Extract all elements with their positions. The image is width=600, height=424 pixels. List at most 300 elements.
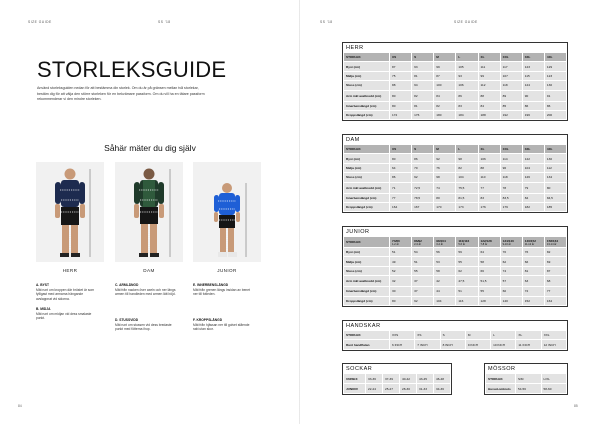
junior-age: 7-8 år [480,242,488,246]
dam-col-header: STORLEK [344,145,390,154]
herr-col-header: XL [478,53,500,62]
measure-c-text: Mät från nacken över axeln och ner längs armen till handleden med armen lätt böjd. [115,287,176,296]
dam-panel [342,134,568,213]
cell: 34-36 [434,384,451,394]
mossor-title: MÖSSOR [488,366,516,372]
junior-age: 1-2 år [392,242,399,246]
handskar-col-header: L [491,331,516,340]
cell: 66 [522,257,544,266]
dam-col-header: L [456,145,478,154]
cell: 106 [478,154,500,163]
measure-b-title: B. MIDJA [36,307,51,311]
cell: 200 [544,110,566,119]
cell: 90 [522,90,544,101]
measure-d [115,318,177,332]
junior-age: 13-14 år [546,242,557,246]
cell: 80 [390,90,412,101]
cell: 176 [412,110,434,119]
cell: 91 [544,90,566,101]
measure-e-title: E. INNERBENSLÄNGD [193,283,229,287]
cell: 88 [478,163,500,172]
cell: 104 [522,163,544,172]
table-row [344,81,567,90]
row-label: Byst (cm) [344,62,390,71]
cell: 11 INCH [516,340,541,349]
cell: 51 [390,248,412,257]
cell: 184 [456,110,478,119]
junior-size: STORLEK [346,240,361,244]
cell: 81 [412,101,434,110]
cell: 167 [412,202,434,211]
handskar-col-header: XXL [541,331,566,340]
cell: 92 [412,296,434,305]
measure-c [115,283,177,297]
cell: 89 [500,90,522,101]
cell: 170 [434,202,456,211]
cell: 140 [500,296,522,305]
junior-col-header [344,237,390,248]
cell: 55 [456,257,478,266]
sockar-col-header: 46-48 [434,374,451,384]
row-label: Midja (cm) [344,257,390,266]
sockar-table [343,373,451,394]
row-label: Kroppslängd (cm) [344,110,390,119]
cell: 104 [434,296,456,305]
row-label: Arm inkl axelbredd (cm) [344,182,390,193]
cell: 118 [500,81,522,90]
row-label: Byst (cm) [344,154,390,163]
cell: 58 [434,266,456,275]
right-page [300,0,600,424]
row-label: Byst (cm) [344,248,390,257]
cell: 54-56 [516,384,542,394]
junior-age: 5-6 år [458,242,466,246]
cell: 86 [456,90,478,101]
junior-size: 110/116 [458,238,470,243]
cell: 80 [390,296,412,305]
measure-a-title: A. BYST [36,283,50,287]
cell: 78,5 [412,193,434,202]
cell: 84 [434,90,456,101]
cell: 60 [500,287,522,296]
table-row [344,182,567,193]
cell: 37 [412,276,434,287]
junior-col-header [522,237,544,248]
cell: 134 [544,173,566,182]
table-row [344,163,567,172]
cell: 81 [412,71,434,80]
cell: 126 [522,173,544,182]
measure-a [36,283,98,301]
herr-shirt [61,180,79,207]
cell: 83 [478,193,500,202]
cell: 188 [478,110,500,119]
sockar-panel [342,363,452,395]
junior-size: 98/104 [436,238,446,243]
cell: 59 [456,248,478,257]
junior-title: JUNIOR [346,229,370,235]
herr-col-header: 3XL [522,53,544,62]
cell: 55 [478,287,500,296]
cell: 54 [412,248,434,257]
junior-col-header [544,237,566,248]
table-row [344,71,567,80]
cell: 9 INCH [465,340,490,349]
cell: 100 [434,81,456,90]
table-row [344,384,451,394]
cell: 49 [390,257,412,266]
table-row [344,276,567,287]
cell: 173 [456,202,478,211]
cell: 106 [456,81,478,90]
cell: 51,5 [478,276,500,287]
cell: 32 [390,276,412,287]
dam-table [343,144,567,212]
junior-size: 146/152 [524,238,536,243]
sockar-col-header: 37-39 [383,374,400,384]
junior-col-header [456,237,478,248]
mossor-panel [484,363,568,395]
junior-age: 11-12 år [524,242,535,246]
junior-age: 9-10 år [502,242,511,246]
dam-col-header: XS [390,145,412,154]
row-label: Innerbenslängd (cm) [344,101,390,110]
sockar-col-header: 43-45 [417,374,434,384]
cell: 6 INCH [390,340,415,349]
herr-col-header: M [434,53,456,62]
cell: 80 [390,154,412,163]
table-row [344,193,567,202]
cell: 62 [500,257,522,266]
cell: 124 [522,81,544,90]
cell: 8 INCH [440,340,465,349]
right-header-guide: SIZE GUIDE [454,20,478,24]
row-label: Arm inkl axelbredd (cm) [344,276,390,287]
page-title: STORLEKSGUIDE [37,57,227,82]
measure-e [193,283,255,297]
handskar-title: HANDSKAR [346,323,381,329]
row-label: Innerbenslängd (cm) [344,193,390,202]
cell: 196 [522,110,544,119]
cell: 47,5 [456,276,478,287]
handskar-col-header: S [440,331,465,340]
cell: 22-24 [366,384,383,394]
cell: 7 INCH [415,340,440,349]
table-row [344,266,567,275]
cell: 86 [522,101,544,110]
cell: 87 [390,62,412,71]
cell: 30 [390,287,412,296]
cell: 84 [522,193,544,202]
cell: 112 [478,81,500,90]
cell: 99 [434,62,456,71]
cell: 98 [434,173,456,182]
junior-table [343,236,567,306]
cell: 82 [434,101,456,110]
right-page-number: 85 [574,404,578,408]
measure-e-text: Mät från grenen längs insidan av benet ner till fotleden. [193,287,251,296]
cell: 107 [500,71,522,80]
cell: 72,5 [412,182,434,193]
cell: 78 [500,182,522,193]
dam-col-header: S [412,145,434,154]
cell: 86 [544,101,566,110]
cell: 74 [434,182,456,193]
herr-header-row [344,53,567,62]
cell: 123 [522,62,544,71]
junior-size: 134/140 [502,238,514,243]
photo-junior [193,162,261,262]
junior-age: 2-3 år [414,242,421,246]
sockar-col-header: UNISEX [344,374,366,384]
dam-figure [115,162,183,262]
herr-title: HERR [346,45,364,51]
cell: 93 [456,71,478,80]
cell: 75 [390,71,412,80]
cell: 98 [456,154,478,163]
cell: 56 [434,248,456,257]
cell: 88 [478,90,500,101]
cell: 114 [500,154,522,163]
caption-herr: HERR [62,268,78,273]
caption-junior: JUNIOR [217,268,237,273]
cell: 105 [456,62,478,71]
cell: 37 [412,287,434,296]
cell: 64 [478,248,500,257]
row-label: Midja (cm) [344,163,390,172]
table-row [344,257,567,266]
junior-size: 158/164 [546,238,559,243]
cell: 80 [434,193,456,202]
junior-col-header [500,237,522,248]
dam-col-header: XL [478,145,500,154]
cell: 86 [412,154,434,163]
cell: 12 INCH [541,340,566,349]
cell: 84,5 [544,193,566,202]
sockar-col-header: 40-42 [400,374,417,384]
table-row [344,173,567,182]
cell: 176 [478,202,500,211]
cell: 79 [522,182,544,193]
herr-col-header: XXL [500,53,522,62]
row-label: Kroppslängd (cm) [344,296,390,305]
cell: 75,5 [456,182,478,193]
table-row [344,110,567,119]
cell: 42 [434,276,456,287]
cell: 111 [478,62,500,71]
measure-d-title: D. STUSSVIDD [115,318,139,322]
cell: 172 [390,110,412,119]
dam-col-header: XXL [500,145,522,154]
cell: 179 [500,202,522,211]
herr-col-header: S [412,53,434,62]
cell: 93 [412,62,434,71]
cell: 182 [522,202,544,211]
cell: 76 [522,248,544,257]
cell: 99 [478,71,500,80]
cell: 77 [390,193,412,202]
junior-col-header [478,237,500,248]
cell: 66 [478,266,500,275]
row-label: Midja (cm) [344,71,390,80]
table-row [344,202,567,211]
cell: 130 [544,81,566,90]
left-header-season: SS '18 [158,20,171,24]
row-label: Stuss (cm) [344,173,390,182]
row-label: Innerbenslängd (cm) [344,287,390,296]
cell: 51 [412,257,434,266]
cell: 80 [390,101,412,110]
junior-panel [342,226,568,307]
cell: 52 [390,266,412,275]
herr-col-header: STORLEK [344,53,390,62]
photo-herr [36,162,104,262]
handskar-header-row [344,331,567,340]
junior-size: 74/80 [392,238,400,243]
cell: 84 [478,101,500,110]
row-label: Stuss (cm) [344,266,390,275]
intro-text: Använd storleksguiden nedan för att bestämma din storlek. Om du är på gränsen mellan två storlekar, bestäm dig för att välja den större storleken för en bekvämare passform. Om du vill ha en tätare passform rekommenderar vi den mindre storleken. [37,86,205,102]
cell: 118 [500,173,522,182]
cell: 87 [544,266,566,275]
cell: 58 [478,257,500,266]
row-label: Stuss (cm) [344,81,390,90]
herr-table [343,52,567,120]
cell: 92 [434,154,456,163]
junior-age: 3-4 år [436,242,444,246]
cell: 96 [500,163,522,172]
photo-dam [115,162,183,262]
cell: 44 [434,287,456,296]
cell: 112 [544,163,566,172]
measure-f [193,318,255,332]
handskar-col-header: XL [516,331,541,340]
cell: 85 [500,101,522,110]
cell: 31-33 [417,384,434,394]
cell: 129 [544,62,566,71]
cell: 71 [390,182,412,193]
herr-figure [36,162,104,262]
cell: 123 [544,71,566,80]
cell: 77 [478,182,500,193]
measure-d-text: Mät runt om stussen vid dess bredaste punkt med fötterna ihop. [115,322,172,331]
cell: 70 [412,163,434,172]
herr-col-header: L [456,53,478,62]
cell: 88 [390,81,412,90]
cell: 70 [500,248,522,257]
herr-panel [342,42,568,121]
row-label: Arm inkl axelbredd (cm) [344,90,390,101]
cell: 58-60 [541,384,567,394]
dam-col-header: M [434,145,456,154]
table-row [344,287,567,296]
cell: 81 [522,266,544,275]
row-label: Kroppslängd (cm) [344,202,390,211]
cell: 164 [390,202,412,211]
right-header-season: SS '18 [320,20,333,24]
herr-col-header: 4XL [544,53,566,62]
handskar-col-header: XS [415,331,440,340]
left-header-guide: SIZE GUIDE [28,20,52,24]
junior-size: 86/92 [414,238,422,243]
table-row [486,384,567,394]
measure-a-text: Mät runt om kroppen där bröstet är som fylligast med armarna hängande avslappnat vid sidorna. [36,287,95,301]
cell: 82 [412,90,434,101]
cell: 115 [522,71,544,80]
sockar-title: SOCKAR [346,366,373,372]
measure-c-title: C. ARMLÄNGD [115,283,139,287]
row-label: Huvud-omkrets [486,384,516,394]
cell: 57 [500,276,522,287]
cell: 80 [544,182,566,193]
table-row [344,62,567,71]
mossor-col-header: STORLEK [486,374,516,384]
handskar-col-header: XXS [390,331,415,340]
row-label: Runt handflatan [344,340,390,349]
measure-b-text: Mät runt om midjan vid dess smalaste punkt. [36,311,92,320]
cell: 130 [544,154,566,163]
table-row [344,154,567,163]
how-to-measure-title: Såhär mäter du dig själv [104,143,196,153]
cell: 87 [434,71,456,80]
dam-header-row [344,145,567,154]
junior-col-header [390,237,412,248]
mossor-col-header: L/XL [541,374,567,384]
table-row [344,296,567,305]
junior-size: 122/128 [480,238,492,243]
cell: 51 [456,287,478,296]
junior-figure [193,162,261,262]
junior-header-row [344,237,567,248]
mossor-header-row [486,374,567,384]
cell: 116 [456,296,478,305]
caption-dam: DAM [143,268,155,273]
junior-col-header [412,237,434,248]
cell: 180 [434,110,456,119]
cell: 74 [500,266,522,275]
cell: 86 [390,173,412,182]
cell: 110 [478,173,500,182]
cell: 83,5 [500,193,522,202]
cell: 104 [456,173,478,182]
sockar-header-row [344,374,451,384]
cell: 72 [522,287,544,296]
mossor-table [485,373,567,394]
cell: 77 [544,287,566,296]
cell: 128 [478,296,500,305]
cell: 25-27 [383,384,400,394]
dam-col-header: 3XL [522,145,544,154]
cell: 83 [456,101,478,110]
cell: 28-30 [400,384,417,394]
cell: 68 [544,276,566,287]
cell: 62 [456,266,478,275]
cell: 69 [544,257,566,266]
junior-col-header [434,237,456,248]
cell: 122 [522,154,544,163]
row-label: JUNIOR [344,384,366,394]
table-row [344,248,567,257]
handskar-col-header: STORLEK [344,331,390,340]
table-row [344,340,567,349]
measure-b [36,307,98,321]
herr-col-header: XS [390,53,412,62]
mossor-col-header: S/M [516,374,542,384]
dam-title: DAM [346,137,360,143]
cell: 76 [434,163,456,172]
handskar-panel [342,320,568,351]
cell: 185 [544,202,566,211]
